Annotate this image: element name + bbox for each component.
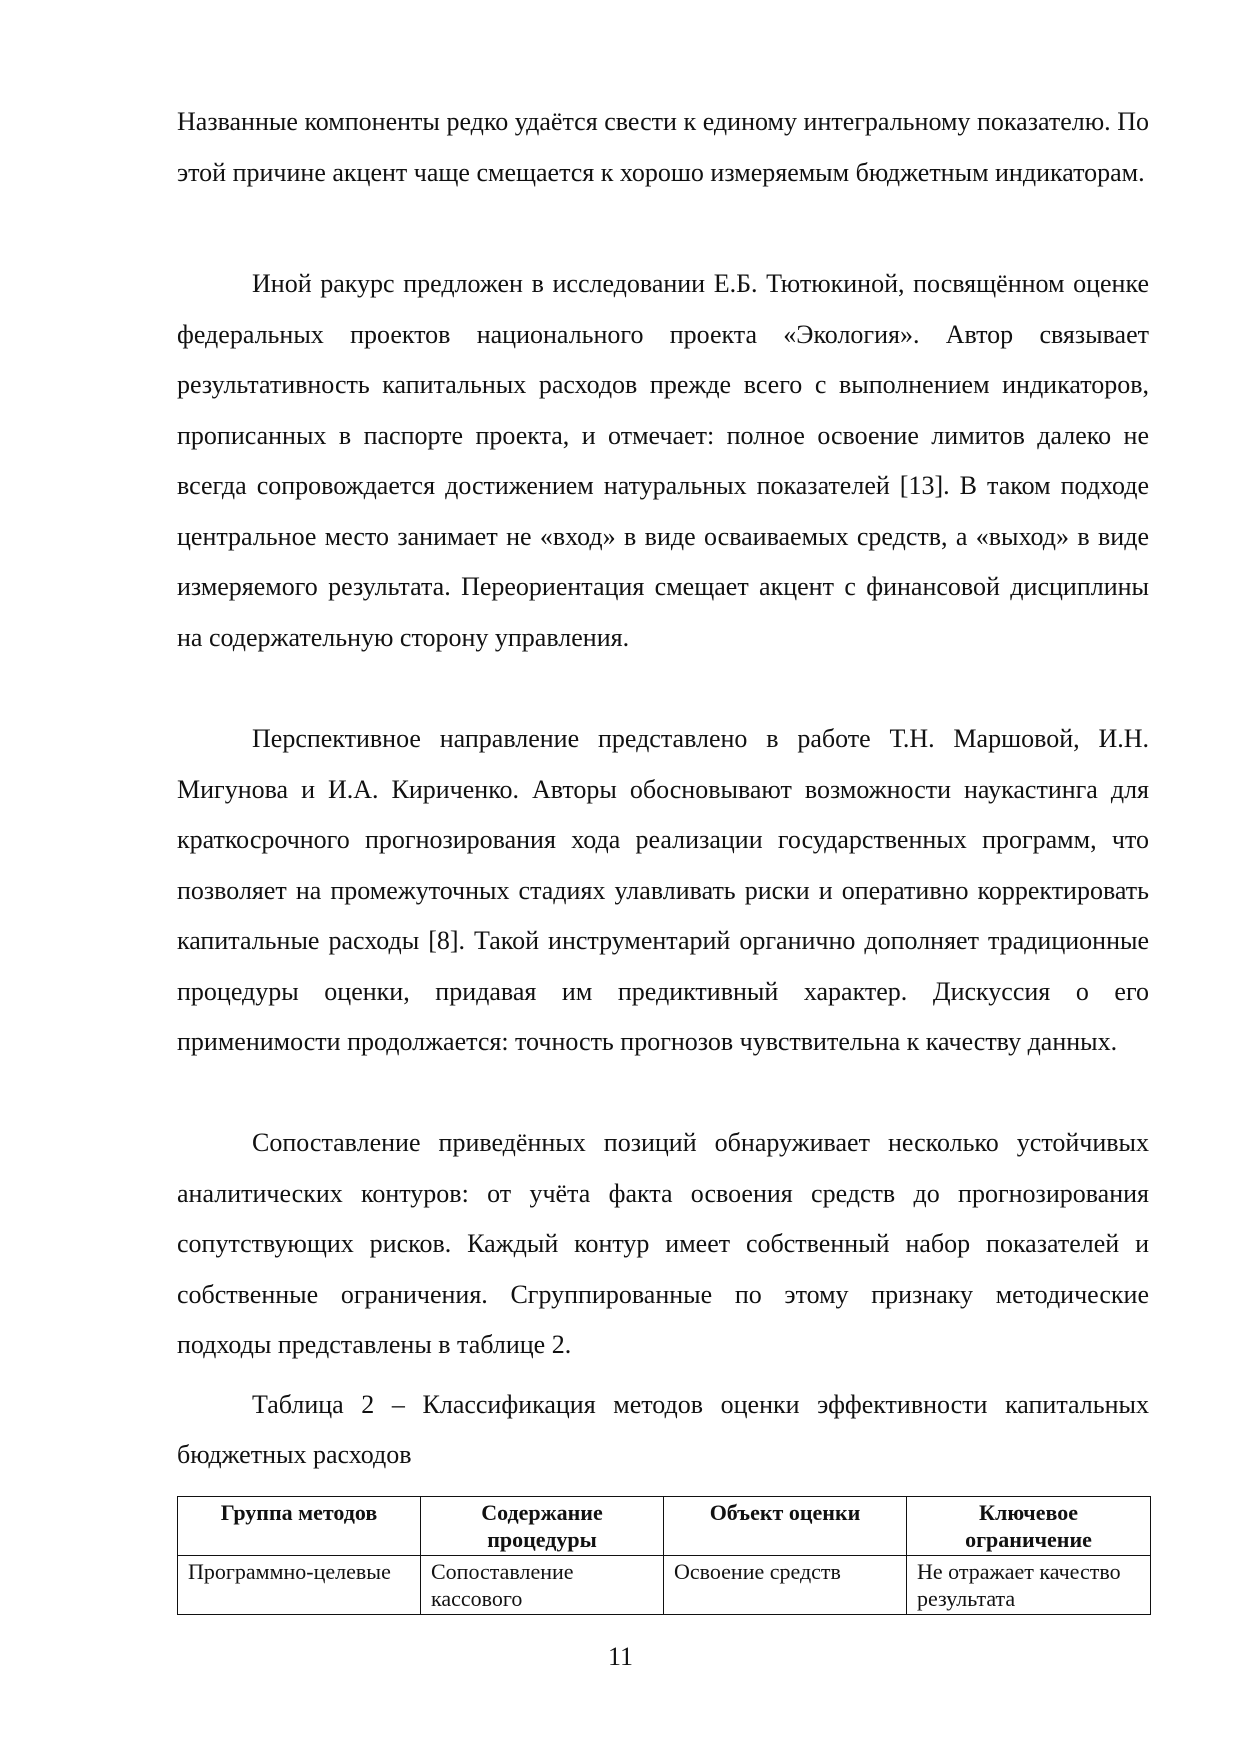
table-row bbox=[178, 1556, 1151, 1615]
table-cell: Не отражает качество результата bbox=[907, 1556, 1151, 1615]
table-cell: Освоение средств bbox=[664, 1556, 907, 1615]
body-paragraph: Названные компоненты редко удаётся свести к единому интегральному показателю. По этой причине акцент чаще смещается к хорошо измеряемым бюджетным индикаторам. bbox=[177, 107, 1149, 187]
table-header-row bbox=[178, 1497, 1151, 1556]
table-header-cell: Содержание процедуры bbox=[421, 1497, 664, 1556]
paragraph-nowcasting bbox=[177, 714, 1149, 1068]
paragraph-tyutyukina bbox=[177, 259, 1149, 663]
page-number: 11 bbox=[607, 1642, 634, 1671]
body-paragraph: Сопоставление приведённых позиций обнаруживает несколько устойчивых аналитических контуров: от учёта факта освоения средств до прогнозирования сопутствующих рисков. Каждый контур имеет собственный набор показателей и собственные ограничения. Сгруппированные по этому признаку методические подходы представлены в таблице 2. bbox=[177, 1128, 1149, 1359]
table-cell: Сопоставление кассового bbox=[421, 1556, 664, 1615]
body-paragraph: Иной ракурс предложен в исследовании Е.Б. Тютюкиной, посвящённом оценке федеральных проектов национального проекта «Экология». Автор связывает результативность капитальных расходов прежде всего с выполнением индикаторов, прописанных в паспорте проекта, и отмечает: полное освоение лимитов далеко не всегда сопровождается достижением натуральных показателей [13]. В таком подходе центральное место занимает не «вход» в виде осваиваемых средств, а «выход» в виде измеряемого результата. Переориентация смещает акцент с финансовой дисциплины на содержательную сторону управления. bbox=[177, 269, 1149, 652]
paragraph-comparison bbox=[177, 1118, 1149, 1371]
table-caption: Таблица 2 – Классификация методов оценки эффективности капитальных бюджетных расходов bbox=[177, 1390, 1149, 1469]
paragraph-continuation bbox=[177, 97, 1149, 198]
table-header-cell: Ключевое ограничение bbox=[907, 1497, 1151, 1556]
methods-table bbox=[177, 1496, 1151, 1615]
table-header-cell: Группа методов bbox=[178, 1497, 421, 1556]
body-paragraph: Перспективное направление представлено в работе Т.Н. Маршовой, И.Н. Мигунова и И.А. Кириченко. Авторы обосновывают возможности наукастинга для краткосрочного прогнозирования хода реализации государственных программ, что позволяет на промежуточных стадиях улавливать риски и оперативно корректировать капитальные расходы [8]. Такой инструментарий органично дополняет традиционные процедуры оценки, придавая им предиктивный характер. Дискуссия о его применимости продолжается: точность прогнозов чувствительна к качеству данных. bbox=[177, 724, 1149, 1056]
table-header-cell: Объект оценки bbox=[664, 1497, 907, 1556]
table-cell: Программно-целевые bbox=[178, 1556, 421, 1615]
